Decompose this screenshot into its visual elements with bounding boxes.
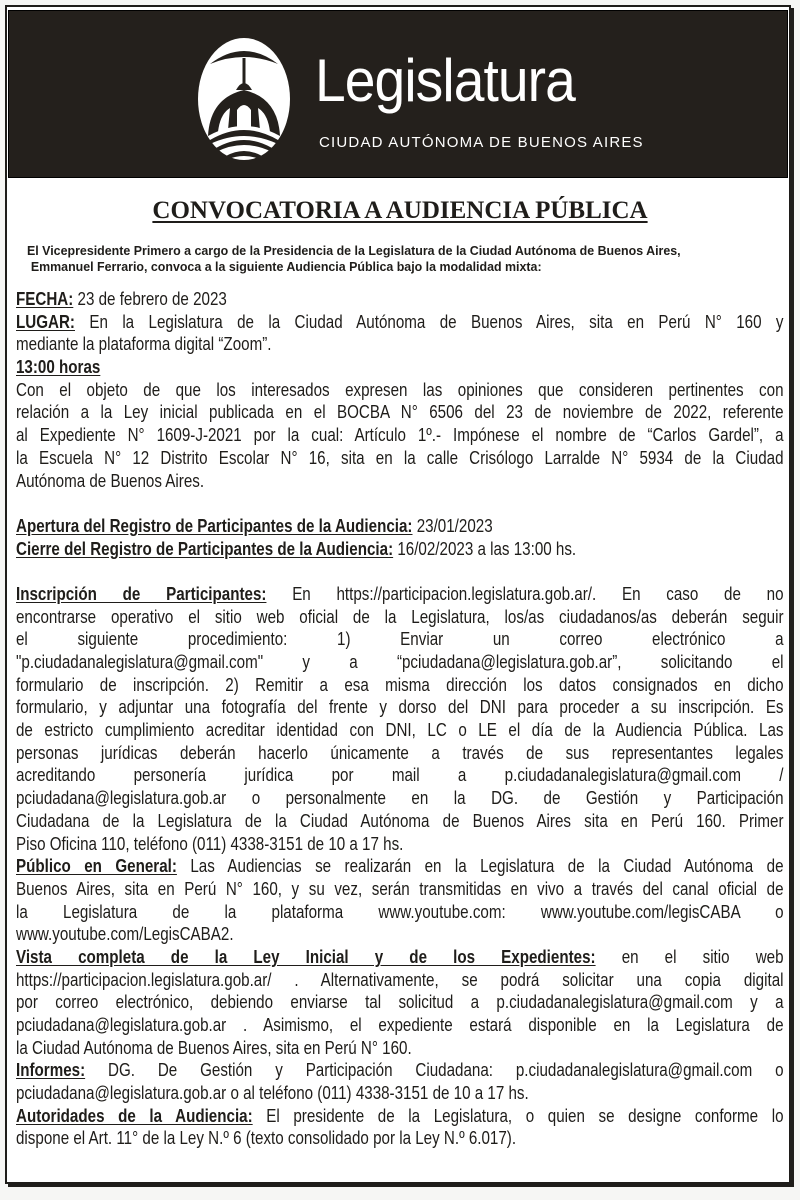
inscripcion-text: Ciudadana de la Legislatura de la Ciudad Autónoma de Buenos Aires sita en Perú 160. Primer xyxy=(16,809,784,831)
inscripcion-text: personas jurídicas deberán hacerlo únicamente a través de sus representantes legales xyxy=(16,741,784,763)
vista-line xyxy=(16,969,786,992)
intro-line: Emmanuel Ferrario, convoca a la siguiente Audiencia Pública bajo la modalidad mixta: xyxy=(30,259,542,274)
page-title xyxy=(0,196,800,226)
inscripcion-label: Inscripción de Participantes: xyxy=(16,582,267,604)
fecha-line xyxy=(16,288,786,311)
inscripcion-line xyxy=(16,764,786,787)
inscripcion-text: de estricto cumplimiento acreditar identidad con DNI, LC o LE el día de la Audiencia Pública. Las xyxy=(16,719,784,741)
logo-subtitle: CIUDAD AUTÓNOMA DE BUENOS AIRES xyxy=(319,134,644,151)
fecha-label: FECHA: xyxy=(16,288,74,309)
publico-text: www.youtube.com/LegisCABA2. xyxy=(16,923,234,945)
vista-line xyxy=(16,1014,786,1037)
publico-text: la Legislatura de la plataforma www.youtube.com: www.youtube.com/legisCABA o xyxy=(16,900,784,922)
lugar-line xyxy=(16,333,786,356)
autoridades-line xyxy=(16,1105,786,1128)
inscripcion-line xyxy=(16,583,786,606)
vista-line xyxy=(16,991,786,1014)
hora-label: 13:00 horas xyxy=(16,356,101,378)
publico-line xyxy=(16,923,786,946)
vista-text: la Ciudad Autónoma de Buenos Aires, sita en Perú N° 160. xyxy=(16,1036,412,1058)
cierre-line xyxy=(16,538,786,561)
objeto-text: relación a la Ley inicial publicada en el BOCBA N° 6506 del 23 de noviembre de 2022, referente xyxy=(16,401,784,423)
dome-emblem-icon xyxy=(196,36,292,162)
inscripcion-text: Piso Oficina 110, teléfono (011) 4338-3151 de 10 a 17 hs. xyxy=(16,832,404,854)
title-text: CONVOCATORIA A AUDIENCIA PÚBLICA xyxy=(152,197,648,224)
inscripcion-text: formulario de inscripción. 2) Remitir a esa misma dirección los datos consignados en dicho xyxy=(16,673,784,695)
publico-line xyxy=(16,901,786,924)
publico-text: Las Audiencias se realizarán en la Legislatura de la Ciudad Autónoma de xyxy=(176,855,784,877)
informes-line xyxy=(16,1059,786,1082)
inscripcion-line xyxy=(16,787,786,810)
inscripcion-text: "p.ciudadanalegislatura@gmail.com" y a “pciudadana@legislatura.gob.ar”, solicitando el xyxy=(16,651,784,672)
intro-paragraph xyxy=(27,243,787,275)
spacer xyxy=(16,560,786,583)
autoridades-text: dispone el Art. 11° de la Ley N.º 6 (texto consolidado por la Ley N.º 6.017). xyxy=(16,1127,517,1149)
apertura-value: 23/01/2023 xyxy=(412,514,493,536)
vista-line xyxy=(16,1037,786,1060)
objeto-line xyxy=(16,401,786,424)
apertura-label: Apertura del Registro de Participantes de la Audiencia: xyxy=(16,514,413,536)
spacer xyxy=(16,492,786,515)
notice-body xyxy=(16,288,786,1150)
autoridades-line xyxy=(16,1127,786,1150)
cierre-label: Cierre del Registro de Participantes de la Audiencia: xyxy=(16,537,394,559)
vista-line xyxy=(16,946,786,969)
inscripcion-line xyxy=(16,651,786,674)
publico-label: Público en General: xyxy=(16,855,177,877)
logo-wordmark: Legislatura xyxy=(315,47,575,114)
objeto-line xyxy=(16,379,786,402)
inscripcion-line xyxy=(16,742,786,765)
inscripcion-text: encontrarse operativo el sitio web oficial de la Legislatura, los/as ciudadanos/as deberán seguir xyxy=(16,605,784,627)
objeto-line xyxy=(16,447,786,470)
apertura-line xyxy=(16,515,786,538)
fecha-value: 23 de febrero de 2023 xyxy=(73,288,227,309)
autoridades-text: El presidente de la Legislatura, o quien se designe conforme lo xyxy=(252,1104,784,1126)
publico-line xyxy=(16,878,786,901)
legislatura-header-banner xyxy=(8,10,788,178)
inscripcion-line xyxy=(16,810,786,833)
autoridades-label: Autoridades de la Audiencia: xyxy=(16,1104,253,1126)
inscripcion-line xyxy=(16,674,786,697)
informes-text: pciudadana@legislatura.gob.ar o al teléfono (011) 4338-3151 de 10 a 17 hs. xyxy=(16,1082,529,1104)
objeto-line xyxy=(16,470,786,493)
inscripcion-text: formulario, y adjuntar una fotografía del frente y dorso del DNI para proceder a su inscripción. Es xyxy=(16,696,784,718)
publico-line xyxy=(16,855,786,878)
vista-text: https://participacion.legislatura.gob.ar/ . Alternativamente, se podrá solicitar una copia digital xyxy=(16,968,784,990)
inscripcion-text: pciudadana@legislatura.gob.ar o personalmente en la DG. de Gestión y Participación xyxy=(16,787,784,809)
publico-text: Buenos Aires, sita en Perú N° 160, y su vez, serán transmitidas en vivo a través del canal oficial de xyxy=(16,877,784,899)
lugar-value: En la Legislatura de la Ciudad Autónoma de Buenos Aires, sita en Perú N° 160 y xyxy=(74,310,784,332)
inscripcion-text: En https://participacion.legislatura.gob.ar/. En caso de no xyxy=(266,582,784,604)
vista-text: en el sitio web xyxy=(595,945,784,967)
informes-label: Informes: xyxy=(16,1059,86,1081)
vista-label: Vista completa de la Ley Inicial y de los Expedientes: xyxy=(16,945,596,967)
intro-line: El Vicepresidente Primero a cargo de la Presidencia de la Legislatura de la Ciudad Autónoma de Buenos Aires, xyxy=(27,243,681,258)
objeto-text: Con el objeto de que los interesados expresen las opiniones que consideren pertinentes con xyxy=(16,378,784,400)
inscripcion-line xyxy=(16,606,786,629)
objeto-text: la Escuela N° 12 Distrito Escolar N° 16, sita en la calle Crisólogo Larralde N° 5934 de la Ciudad xyxy=(16,446,784,468)
lugar-line xyxy=(16,311,786,334)
informes-text: DG. De Gestión y Participación Ciudadana: p.ciudadanalegislatura@gmail.com o xyxy=(85,1059,784,1081)
objeto-line xyxy=(16,424,786,447)
objeto-text: Autónoma de Buenos Aires. xyxy=(16,469,205,491)
inscripcion-line xyxy=(16,833,786,856)
cierre-value: 16/02/2023 a las 13:00 hs. xyxy=(393,537,577,559)
lugar-value: mediante la plataforma digital “Zoom”. xyxy=(16,333,272,355)
inscripcion-line xyxy=(16,696,786,719)
objeto-text: al Expediente N° 1609-J-2021 por la cual: Artículo 1º.- Impónese el nombre de “Carlos Gardel”, a xyxy=(16,424,784,446)
vista-text: por correo electrónico, debiendo enviarse tal solicitud a p.ciudadanalegislatura@gmail.com y a xyxy=(16,991,784,1013)
hora-line xyxy=(16,356,786,379)
inscripcion-line xyxy=(16,719,786,742)
vista-text: pciudadana@legislatura.gob.ar . Asimismo, el expediente estará disponible en la Legislatura de xyxy=(16,1014,784,1035)
inscripcion-line xyxy=(16,628,786,651)
lugar-label: LUGAR: xyxy=(16,310,75,332)
informes-line xyxy=(16,1082,786,1105)
inscripcion-text: acreditando personería jurídica por mail a p.ciudadanalegislatura@gmail.com / xyxy=(16,764,784,786)
inscripcion-text: el siguiente procedimiento: 1) Enviar un correo electrónico a xyxy=(16,628,784,650)
